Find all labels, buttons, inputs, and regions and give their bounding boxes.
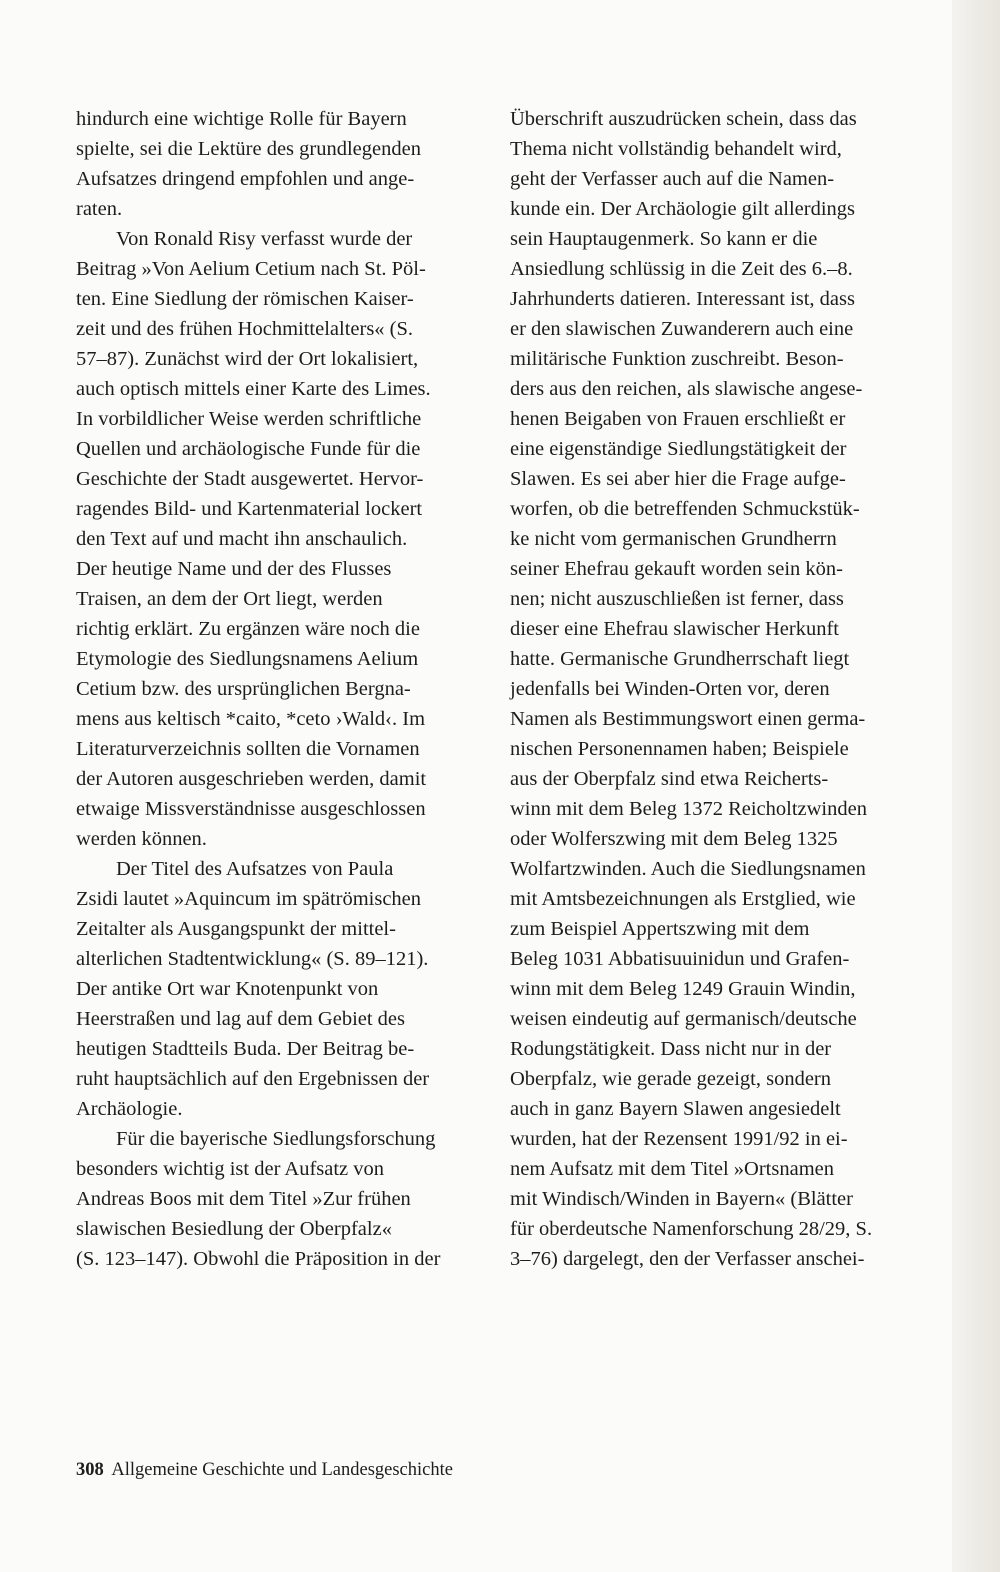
- text-line: ragendes Bild- und Kartenmaterial lockert: [76, 498, 423, 520]
- text-line: Andreas Boos mit dem Titel »Zur frühen: [76, 1188, 411, 1210]
- paragraph-start: Von Ronald Risy verfasst wurde der: [116, 228, 413, 250]
- text-line: für oberdeutsche Namenforschung 28/29, S.: [510, 1218, 873, 1240]
- text-line: 3–76) dargelegt, den der Verfasser anschei-: [510, 1248, 865, 1270]
- text-line: Slawen. Es sei aber hier die Frage aufge-: [510, 468, 846, 490]
- text-line: Traisen, an dem der Ort liegt, werden: [76, 588, 383, 610]
- text-line: auch in ganz Bayern Slawen angesiedelt: [510, 1098, 841, 1120]
- text-line: auch optisch mittels einer Karte des Limes.: [76, 378, 431, 400]
- text-line: der Autoren ausgeschrieben werden, damit: [76, 768, 427, 790]
- text-line: ders aus den reichen, als slawische angese-: [510, 378, 863, 400]
- text-line: alterlichen Stadtentwicklung« (S. 89–121).: [76, 948, 429, 970]
- text-line: (S. 123–147). Obwohl die Präposition in der: [76, 1248, 441, 1270]
- text-line: Rodungstätigkeit. Dass nicht nur in der: [510, 1038, 832, 1060]
- text-line: slawischen Besiedlung der Oberpfalz«: [76, 1218, 392, 1240]
- text-line: Wolfartzwinden. Auch die Siedlungsnamen: [510, 858, 866, 880]
- text-line: Ansiedlung schlüssig in die Zeit des 6.–8.: [510, 258, 853, 280]
- text-line: er den slawischen Zuwanderern auch eine: [510, 318, 854, 340]
- text-line: [76, 1124, 474, 1154]
- paragraph-start: Der Titel des Aufsatzes von Paula: [116, 858, 394, 880]
- text-line: nischen Personennamen haben; Beispiele: [510, 738, 849, 760]
- text-line: winn mit dem Beleg 1249 Grauin Windin,: [510, 978, 856, 1000]
- text-line: ruht hauptsächlich auf den Ergebnissen der: [76, 1068, 430, 1090]
- text-line: Beleg 1031 Abbatisuuinidun und Grafen-: [510, 948, 850, 970]
- text-line: nem Aufsatz mit dem Titel »Ortsnamen: [510, 1158, 834, 1180]
- text-line: Thema nicht vollständig behandelt wird,: [510, 138, 842, 160]
- text-line: den Text auf und macht ihn anschaulich.: [76, 528, 408, 550]
- text-line: worfen, ob die betreffenden Schmuckstük-: [510, 498, 860, 520]
- text-line: Zeitalter als Ausgangspunkt der mittel-: [76, 918, 396, 940]
- text-line: In vorbildlicher Weise werden schriftliche: [76, 408, 422, 430]
- text-line: Literaturverzeichnis sollten die Vornamen: [76, 738, 420, 760]
- text-line: eine eigenständige Siedlungstätigkeit der: [510, 438, 847, 460]
- text-line: hindurch eine wichtige Rolle für Bayern: [76, 108, 407, 130]
- text-line: richtig erklärt. Zu ergänzen wäre noch die: [76, 618, 420, 640]
- text-line: Oberpfalz, wie gerade gezeigt, sondern: [510, 1068, 832, 1090]
- text-line: Namen als Bestimmungswort einen germa-: [510, 708, 866, 730]
- paragraph-start: Für die bayerische Siedlungsforschung: [116, 1128, 436, 1150]
- text-line: Zsidi lautet »Aquincum im spätrömischen: [76, 888, 422, 910]
- text-line: etwaige Missverständnisse ausgeschlossen: [76, 798, 426, 820]
- text-line: nen; nicht auszuschließen ist ferner, dass: [510, 588, 844, 610]
- text-line: kunde ein. Der Archäologie gilt allerdings: [510, 198, 855, 220]
- text-line: weisen eindeutig auf germanisch/deutsche: [510, 1008, 857, 1030]
- text-line: dieser eine Ehefrau slawischer Herkunft: [510, 618, 839, 640]
- text-line: 57–87). Zunächst wird der Ort lokalisiert,: [76, 348, 419, 370]
- text-line: Quellen und archäologische Funde für die: [76, 438, 421, 460]
- text-line: Beitrag »Von Aelium Cetium nach St. Pöl-: [76, 258, 426, 280]
- running-footer: [76, 1458, 453, 1482]
- text-line: mit Amtsbezeichnungen als Erstglied, wie: [510, 888, 856, 910]
- text-line: Archäologie.: [76, 1098, 183, 1120]
- text-line: hatte. Germanische Grundherrschaft liegt: [510, 648, 850, 670]
- text-line: [76, 854, 474, 884]
- text-line: Überschrift auszudrücken schein, dass das: [510, 108, 857, 130]
- text-line: winn mit dem Beleg 1372 Reicholtzwinden: [510, 798, 867, 820]
- running-title: Allgemeine Geschichte und Landesgeschichte: [111, 1460, 453, 1480]
- right-text-column: [510, 104, 908, 1274]
- text-line: sein Hauptaugenmerk. So kann er die: [510, 228, 818, 250]
- text-line: mit Windisch/Winden in Bayern« (Blätter: [510, 1188, 853, 1210]
- text-line: Jahrhunderts datieren. Interessant ist, dass: [510, 288, 855, 310]
- text-line: heutigen Stadtteils Buda. Der Beitrag be-: [76, 1038, 415, 1060]
- text-line: zeit und des frühen Hochmittelalters« (S.: [76, 318, 414, 340]
- text-line: Cetium bzw. des ursprünglichen Bergna-: [76, 678, 411, 700]
- text-line: Geschichte der Stadt ausgewertet. Hervor-: [76, 468, 424, 490]
- text-line: Aufsatzes dringend empfohlen und ange-: [76, 168, 415, 190]
- text-line: ke nicht vom germanischen Grundherrn: [510, 528, 837, 550]
- text-line: henen Beigaben von Frauen erschließt er: [510, 408, 846, 430]
- left-text-column: [76, 104, 474, 1274]
- text-line: oder Wolferszwing mit dem Beleg 1325: [510, 828, 838, 850]
- text-line: jedenfalls bei Winden-Orten vor, deren: [510, 678, 830, 700]
- text-line: wurden, hat der Rezensent 1991/92 in ei-: [510, 1128, 848, 1150]
- text-line: raten.: [76, 198, 123, 220]
- text-line: aus der Oberpfalz sind etwa Reicherts-: [510, 768, 829, 790]
- text-line: ten. Eine Siedlung der römischen Kaiser-: [76, 288, 414, 310]
- text-line: militärische Funktion zuschreibt. Beson-: [510, 348, 844, 370]
- text-line: mens aus keltisch *caito, *ceto ›Wald‹. Im: [76, 708, 426, 730]
- text-line: seiner Ehefrau gekauft worden sein kön-: [510, 558, 843, 580]
- text-line: besonders wichtig ist der Aufsatz von: [76, 1158, 385, 1180]
- page-number: 308: [76, 1460, 104, 1480]
- facing-page-edge: [952, 0, 1000, 1572]
- text-line: Der antike Ort war Knotenpunkt von: [76, 978, 379, 1000]
- text-line: Der heutige Name und der des Flusses: [76, 558, 392, 580]
- text-line: zum Beispiel Appertszwing mit dem: [510, 918, 810, 940]
- text-line: Etymologie des Siedlungsnamens Aelium: [76, 648, 419, 670]
- text-line: werden können.: [76, 828, 207, 850]
- text-line: Heerstraßen und lag auf dem Gebiet des: [76, 1008, 406, 1030]
- text-line: [76, 224, 474, 254]
- text-line: geht der Verfasser auch auf die Namen-: [510, 168, 835, 190]
- text-line: spielte, sei die Lektüre des grundlegenden: [76, 138, 421, 160]
